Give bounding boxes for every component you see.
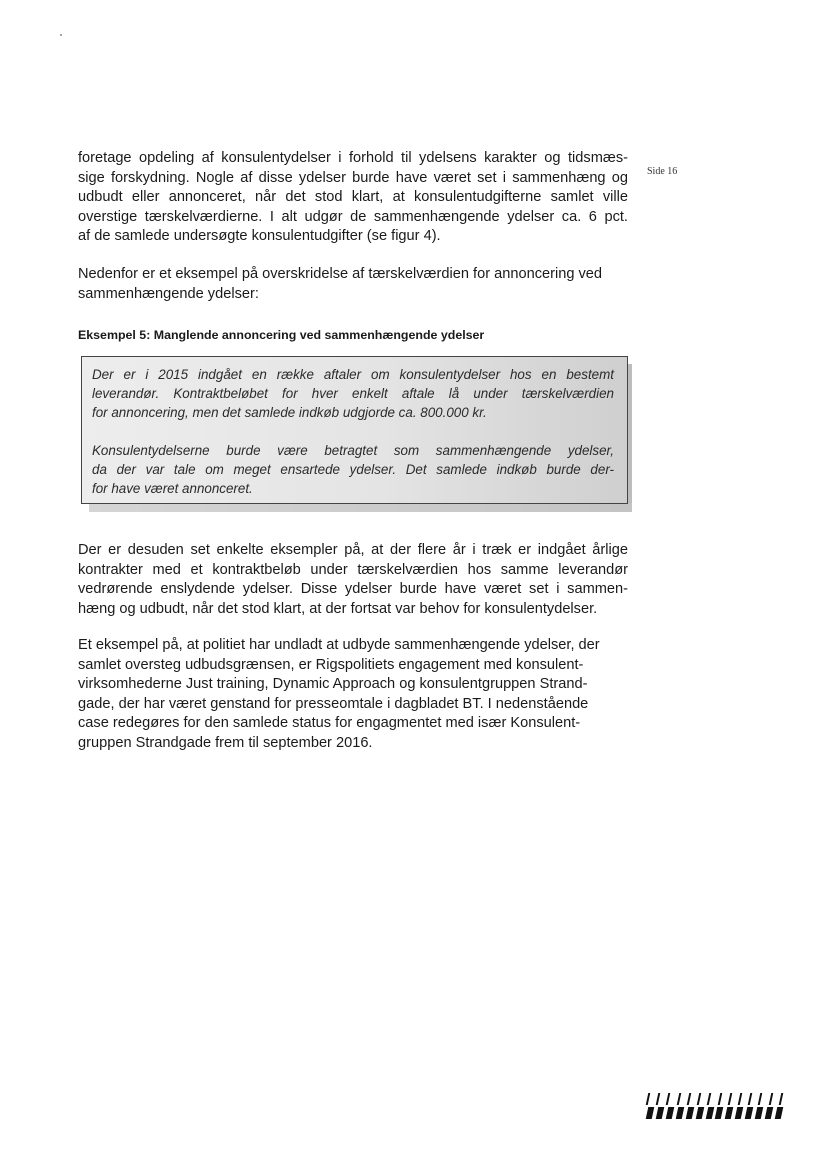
text-line: for annoncering, men det samlede indkøb udgjorde ca. 800.000 kr.: [92, 404, 487, 420]
example-paragraph-conclusion: [92, 442, 614, 498]
text-line: Nedenfor er et eksempel på overskridelse af tærskelværdien for annoncering ved: [78, 266, 603, 282]
text-line: virksomhederne Just training, Dynamic Approach og konsulentgruppen Strand-: [78, 676, 588, 693]
text-line: udbudt eller annonceret, når det stod klart, at konsulentudgifterne samlet ville: [78, 189, 628, 206]
scan-speck: [60, 34, 62, 36]
paragraph-annual-contracts: [78, 541, 628, 619]
text-line: gruppen Strandgade frem til september 2016.: [78, 734, 373, 751]
text-line: Konsulentydelserne burde være betragtet som sammenhængende ydelser,: [92, 443, 614, 458]
paragraph-rigspolitiet-case: [78, 636, 628, 754]
text-line: sige forskydning. Nogle af disse ydelser burde have været set i sammenhæng og: [78, 169, 628, 186]
text-line: gade, der har været genstand for presseomtale i dagbladet BT. I nedenstående: [78, 695, 589, 712]
paragraph-consultancy-split: [78, 149, 628, 247]
text-line: for have været annonceret.: [92, 480, 253, 496]
text-line: af de samlede undersøgte konsulentudgifter (se figur 4).: [78, 228, 441, 245]
example-heading: Eksempel 5: Manglende annoncering ved sammenhængende ydelser: [78, 328, 485, 342]
example-box-shadow: [89, 503, 632, 512]
text-line: foretage opdeling af konsulentydelser i forhold til ydelsens karakter og tidsmæs-: [78, 150, 628, 166]
text-line: da der var tale om meget ensartede ydelser. Det samlede indkøb burde der-: [92, 461, 614, 477]
barcode-mark: [647, 1093, 782, 1121]
text-line: Et eksempel på, at politiet har undladt at udbyde sammenhængende ydelser, der: [78, 637, 600, 653]
text-line: hæng og udbudt, når det stod klart, at der fortsat var behov for konsulentydelser.: [78, 600, 598, 617]
text-line: Der er i 2015 indgået en række aftaler om konsulentydelser hos en bestemt: [92, 367, 614, 382]
text-line: vedrørende enslydende ydelser. Disse ydelser burde have været set i sammen-: [78, 581, 628, 598]
text-line: sammenhængende ydelser:: [78, 285, 259, 302]
example-paragraph-agreements: [92, 366, 614, 422]
barcode-row: [647, 1093, 782, 1105]
page-number: Side 16: [647, 166, 678, 177]
barcode-row: [647, 1107, 782, 1119]
text-line: Der er desuden set enkelte eksempler på, at der flere år i træk er indgået årlige: [78, 542, 628, 558]
example-box: [81, 356, 628, 504]
text-line: case redegøres for den samlede status for engagmentet med især Konsulent-: [78, 715, 581, 732]
text-line: samlet oversteg udbudsgrænsen, er Rigspolitiets engagement med konsulent-: [78, 656, 584, 673]
text-line: kontrakter med et kontraktbeløb under tærskelværdien hos samme leverandør: [78, 561, 628, 578]
text-line: leverandør. Kontraktbeløbet for hver enkelt aftale lå under tærskelværdien: [92, 385, 614, 401]
text-line: overstige tærskelværdierne. I alt udgør de sammenhængende ydelser ca. 6 pct.: [78, 208, 628, 225]
paragraph-example-intro: [78, 265, 628, 304]
